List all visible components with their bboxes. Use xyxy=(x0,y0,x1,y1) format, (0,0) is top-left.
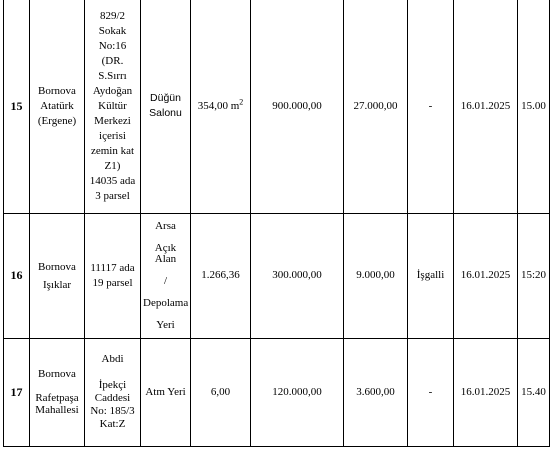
table-row xyxy=(4,213,550,338)
area-cell: 1.266,36 xyxy=(191,213,251,338)
auction-table xyxy=(3,0,550,447)
row-number: 16 xyxy=(4,213,30,338)
area-unit-superscript: 2 xyxy=(239,97,244,107)
deposit-cell: 3.600,00 xyxy=(344,338,408,446)
price-cell: 900.000,00 xyxy=(251,0,344,213)
deposit-cell: 9.000,00 xyxy=(344,213,408,338)
area-cell xyxy=(191,0,251,213)
usage-cell: Düğün Salonu xyxy=(141,0,191,213)
address-cell: Abdi İpekçi Caddesi No: 185/3 Kat:Z xyxy=(85,338,141,446)
time-cell: 15:20 xyxy=(518,213,550,338)
deposit-cell: 27.000,00 xyxy=(344,0,408,213)
address-cell: 11117 ada 19 parsel xyxy=(85,213,141,338)
price-cell: 120.000,00 xyxy=(251,338,344,446)
date-cell: 16.01.2025 xyxy=(454,213,518,338)
address-cell: 829/2 Sokak No:16 (DR. S.Sırrı Aydoğan Kültür Merkezi içerisi zemin kat Z1) 14035 ada 3 parsel xyxy=(85,0,141,213)
status-cell: - xyxy=(408,338,454,446)
table-row xyxy=(4,338,550,446)
date-cell: 16.01.2025 xyxy=(454,338,518,446)
row-number: 17 xyxy=(4,338,30,446)
usage-cell: Arsa Açık Alan / Depolama Yeri xyxy=(141,213,191,338)
usage-cell: Atm Yeri xyxy=(141,338,191,446)
area-value: 354,00 m xyxy=(197,99,240,112)
location-cell: Bornova Atatürk (Ergene) xyxy=(30,0,85,213)
location-cell: Bornova Işıklar xyxy=(30,213,85,338)
date-cell: 16.01.2025 xyxy=(454,0,518,213)
time-cell: 15.00 xyxy=(518,0,550,213)
row-number: 15 xyxy=(4,0,30,213)
table-row xyxy=(4,0,550,213)
status-cell: - xyxy=(408,0,454,213)
time-cell: 15.40 xyxy=(518,338,550,446)
area-cell: 6,00 xyxy=(191,338,251,446)
price-cell: 300.000,00 xyxy=(251,213,344,338)
location-cell: Bornova Rafetpaşa Mahallesi xyxy=(30,338,85,446)
status-cell: İşgalli xyxy=(408,213,454,338)
